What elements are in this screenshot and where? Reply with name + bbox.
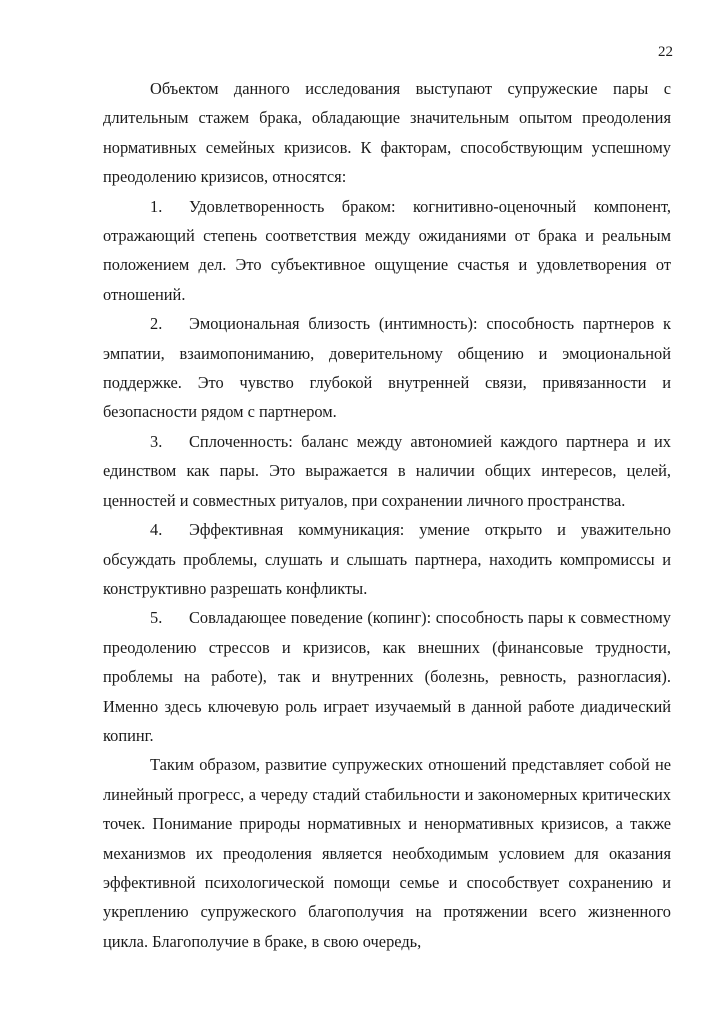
list-item-text: Совладающее поведение (копинг): способность пары к совместному преодолению стрессов и кризисов, как внешних (финансовые трудности, проблемы на работе), так и внутренних (болезнь, ревность, разногласия). Именно здесь ключевую роль играет изучаемый в данной работе диадический копинг. xyxy=(103,608,671,745)
list-item xyxy=(103,427,671,515)
list-item-number: 3. xyxy=(150,431,163,451)
list-item-number: 4. xyxy=(150,520,163,540)
list-item xyxy=(103,192,671,310)
intro-paragraph: Объектом данного исследования выступают супружеские пары с длительным стажем брака, обладающие значительным опытом преодоления нормативных семейных кризисов. К факторам, способствующим успешному преодолению кризисов, относятся: xyxy=(103,79,671,187)
conclusion-paragraph: Таким образом, развитие супружеских отношений представляет собой не линейный прогресс, а череду стадий стабильности и закономерных критических точек. Понимание природы нормативных и ненормативных кризисов, а также механизмов их преодоления является необходимым условием для оказания эффективной психологической помощи семье и способствует сохранению и укреплению супружеского благополучия на протяжении всего жизненного цикла. Благополучие в браке, в свою очередь, xyxy=(103,755,671,951)
list-item xyxy=(103,515,671,603)
list-item xyxy=(103,603,671,750)
list-item-text: Эффективная коммуникация: умение открыто и уважительно обсуждать проблемы, слушать и слышать партнера, находить компромиссы и конструктивно разрешать конфликты. xyxy=(103,520,671,598)
list-item-number: 5. xyxy=(150,608,163,628)
list-item-text: Удовлетворенность браком: когнитивно-оценочный компонент, отражающий степень соответствия между ожиданиями от брака и реальным положением дел. Это субъективное ощущение счастья и удовлетворения от отношений. xyxy=(103,196,671,304)
list-item xyxy=(103,309,671,427)
list-item-text: Эмоциональная близость (интимность): способность партнеров к эмпатии, взаимопониманию, доверительному общению и эмоциональной поддержке. Это чувство глубокой внутренней связи, привязанности и безопасности рядом с партнером. xyxy=(103,314,671,422)
page-number: 22 xyxy=(658,44,673,60)
body-text xyxy=(103,74,671,956)
list-item-number: 2. xyxy=(150,314,163,334)
list-item-number: 1. xyxy=(150,196,163,216)
list-item-text: Сплоченность: баланс между автономией каждого партнера и их единством как пары. Это выражается в наличии общих интересов, целей, ценностей и совместных ритуалов, при сохранении личного пространства. xyxy=(103,431,671,510)
